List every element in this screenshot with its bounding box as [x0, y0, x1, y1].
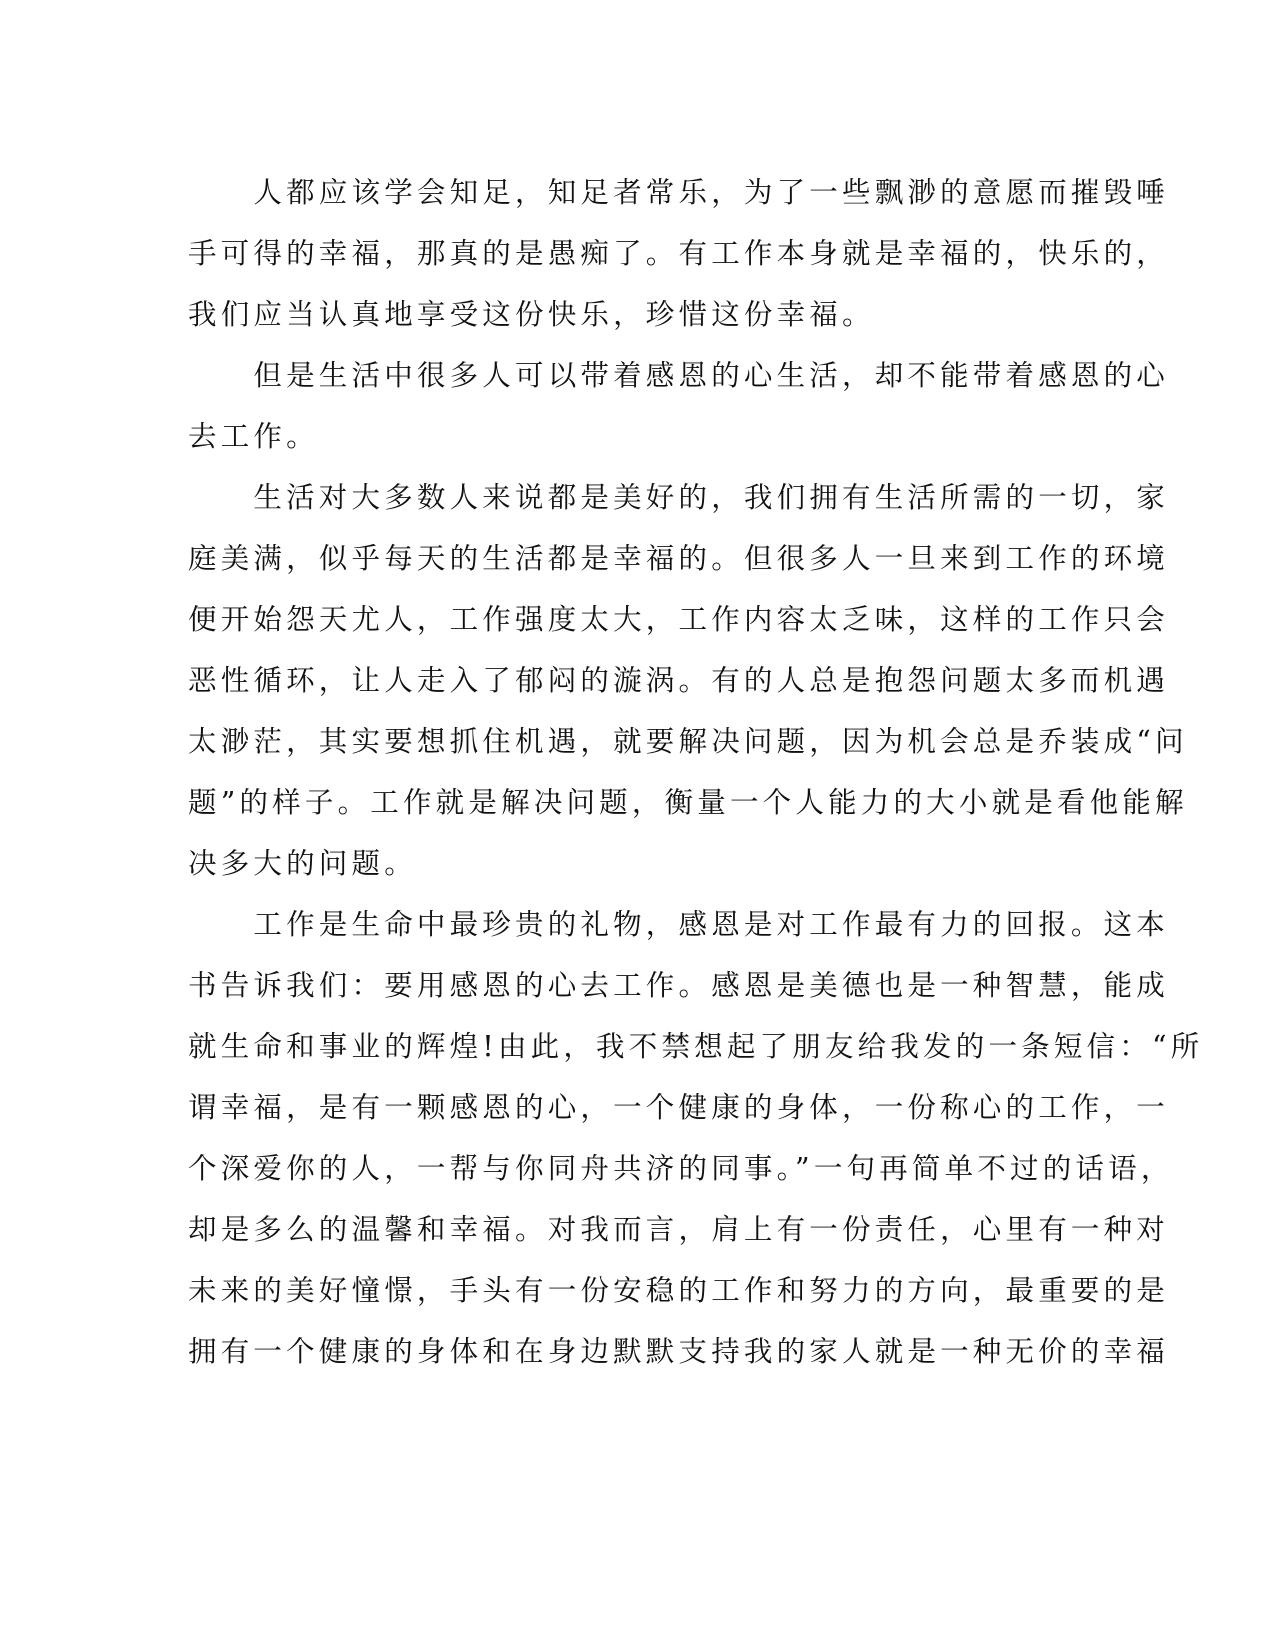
- text-line: 恶性循环，让人走入了郁闷的漩涡。有的人总是抱怨问题太多而机遇: [188, 664, 1170, 697]
- text-line: 拥有一个健康的身体和在身边默默支持我的家人就是一种无价的幸福: [188, 1335, 1170, 1368]
- text-line: 便开始怨天尤人，工作强度太大，工作内容太乏味，这样的工作只会: [188, 603, 1170, 636]
- text-line: 就生命和事业的辉煌!由此，我不禁想起了朋友给我发的一条短信：“所: [188, 1030, 1204, 1063]
- text-line: 个深爱你的人，一帮与你同舟共济的同事。”一句再简单不过的话语，: [188, 1152, 1174, 1185]
- text-line: 未来的美好憧憬，手头有一份安稳的工作和努力的方向，最重要的是: [188, 1274, 1170, 1307]
- text-line: 但是生活中很多人可以带着感恩的心生活，却不能带着感恩的心: [188, 359, 1170, 392]
- text-line: 太渺茫，其实要想抓住机遇，就要解决问题，因为机会总是乔装成“问: [188, 725, 1188, 758]
- text-line: 却是多么的温馨和幸福。对我而言，肩上有一份责任，心里有一种对: [188, 1213, 1170, 1246]
- paragraph-4: [188, 894, 1204, 1382]
- text-line: 我们应当认真地享受这份快乐，珍惜这份幸福。: [188, 298, 875, 331]
- paragraph-1: [188, 162, 1170, 345]
- text-line: 题”的样子。工作就是解决问题，衡量一个人能力的大小就是看他能解: [188, 786, 1188, 819]
- text-line: 生活对大多数人来说都是美好的，我们拥有生活所需的一切，家: [188, 481, 1170, 514]
- paragraph-3: [188, 467, 1188, 894]
- text-line: 人都应该学会知足，知足者常乐，为了一些飘渺的意愿而摧毁唾: [188, 176, 1170, 209]
- text-line: 谓幸福，是有一颗感恩的心，一个健康的身体，一份称心的工作，一: [188, 1091, 1170, 1124]
- text-line: 手可得的幸福，那真的是愚痴了。有工作本身就是幸福的，快乐的，: [188, 237, 1170, 270]
- paragraph-2: [188, 345, 1170, 467]
- text-line: 决多大的问题。: [188, 847, 417, 880]
- text-line: 去工作。: [188, 420, 319, 453]
- document-body: [188, 162, 1204, 1382]
- text-line: 庭美满，似乎每天的生活都是幸福的。但很多人一旦来到工作的环境: [188, 542, 1170, 575]
- text-line: 书告诉我们：要用感恩的心去工作。感恩是美德也是一种智慧，能成: [188, 969, 1170, 1002]
- text-line: 工作是生命中最珍贵的礼物，感恩是对工作最有力的回报。这本: [188, 908, 1170, 941]
